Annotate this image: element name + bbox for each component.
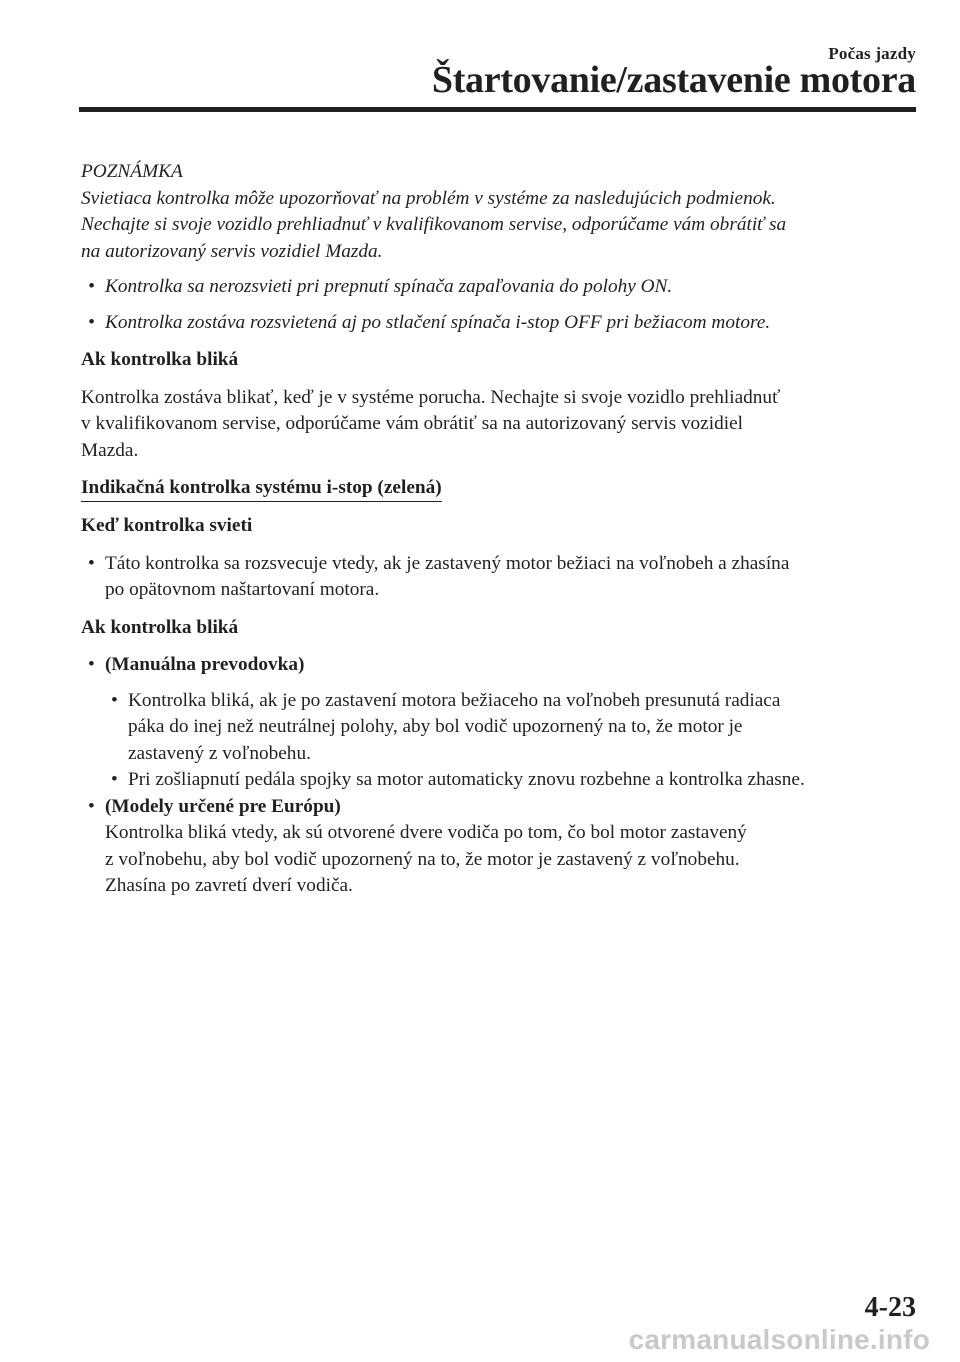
list-item-line: po opätovnom naštartovaní motora. [105, 579, 380, 600]
subheading: Ak kontrolka bliká [81, 616, 239, 638]
list-item-line: Zhasína po zavretí dverí vodiča. [105, 875, 353, 896]
list-item-line: z voľnobehu, aby bol vodič upozornený na to, že motor je zastavený z voľnobehu. [105, 848, 740, 870]
list-item-line: Pri zošliapnutí pedála spojky sa motor automaticky znovu rozbehne a kontrolka zhasne. [128, 769, 805, 790]
bullet-icon: • [88, 276, 95, 297]
subheading: Keď kontrolka svieti [81, 515, 253, 536]
subsection-heading [81, 475, 921, 502]
note-text-line: Svietiaca kontrolka môže upozorňovať na problém v systéme za nasledujúcich podmienok. [81, 187, 776, 209]
nested-list-item [81, 688, 921, 768]
page-title: Štartovanie/zastavenie motora [431, 59, 916, 101]
note-title: POZNÁMKA [81, 161, 183, 182]
list-item-label: (Manuálna prevodovka) [105, 654, 305, 675]
bullet-icon: • [111, 689, 118, 711]
section-heading: Ak kontrolka bliká [81, 349, 239, 370]
list-item-line: Táto kontrolka sa rozsvecuje vtedy, ak je zastavený motor bežiaci na voľnobeh a zhasína [105, 552, 790, 574]
list-item [81, 652, 921, 679]
body-text-line: Mazda. [81, 439, 139, 461]
list-item [81, 551, 921, 604]
page-content [81, 159, 921, 900]
watermark: carmanualsonline.info [628, 1324, 930, 1355]
list-item-line: páka do inej než neutrálnej polohy, aby bol vodič upozornený na to, že motor je [128, 716, 743, 737]
bullet-icon: • [88, 654, 95, 675]
list-item [81, 794, 921, 900]
header-divider [79, 107, 916, 112]
note-bullet-text: Kontrolka sa nerozsvieti pri prepnutí spínača zapaľovania do polohy ON. [105, 276, 673, 297]
subsection-heading-text: Indikačná kontrolka systému i-stop (zelená) [81, 476, 442, 502]
list-item-line: Kontrolka bliká, ak je po zastavení motora bežiaceho na voľnobeh presunutá radiaca [128, 689, 781, 711]
bullet-icon: • [111, 769, 118, 790]
bullet-icon: • [88, 311, 95, 333]
bullet-icon: • [88, 795, 95, 817]
list-item-line: Kontrolka bliká vtedy, ak sú otvorené dvere vodiča po tom, čo bol motor zastavený [105, 822, 747, 843]
list-item-line: zastavený z voľnobehu. [128, 742, 311, 764]
note-bullet-text: Kontrolka zostáva rozsvietená aj po stlačení spínača i-stop OFF pri bežiacom motore. [105, 311, 771, 333]
nested-list-item [81, 767, 921, 794]
page-number: 4-23 [864, 1292, 916, 1323]
body-text-line: Kontrolka zostáva blikať, keď je v systéme porucha. Nechajte si svoje vozidlo prehliadnuť [81, 386, 781, 408]
note-bullet [81, 274, 921, 301]
note-bullet [81, 310, 921, 337]
bullet-icon: • [88, 552, 95, 574]
body-text-line: v kvalifikovanom servise, odporúčame vám obrátiť sa na autorizovaný servis vozidiel [81, 413, 744, 434]
note-text-line: na autorizovaný servis vozidiel Mazda. [81, 240, 383, 262]
section-label: Počas jazdy [828, 44, 916, 63]
list-item-label: (Modely určené pre Európu) [105, 795, 341, 817]
note-text-line: Nechajte si svoje vozidlo prehliadnuť v kvalifikovanom servise, odporúčame vám obrátiť sa [81, 214, 787, 235]
